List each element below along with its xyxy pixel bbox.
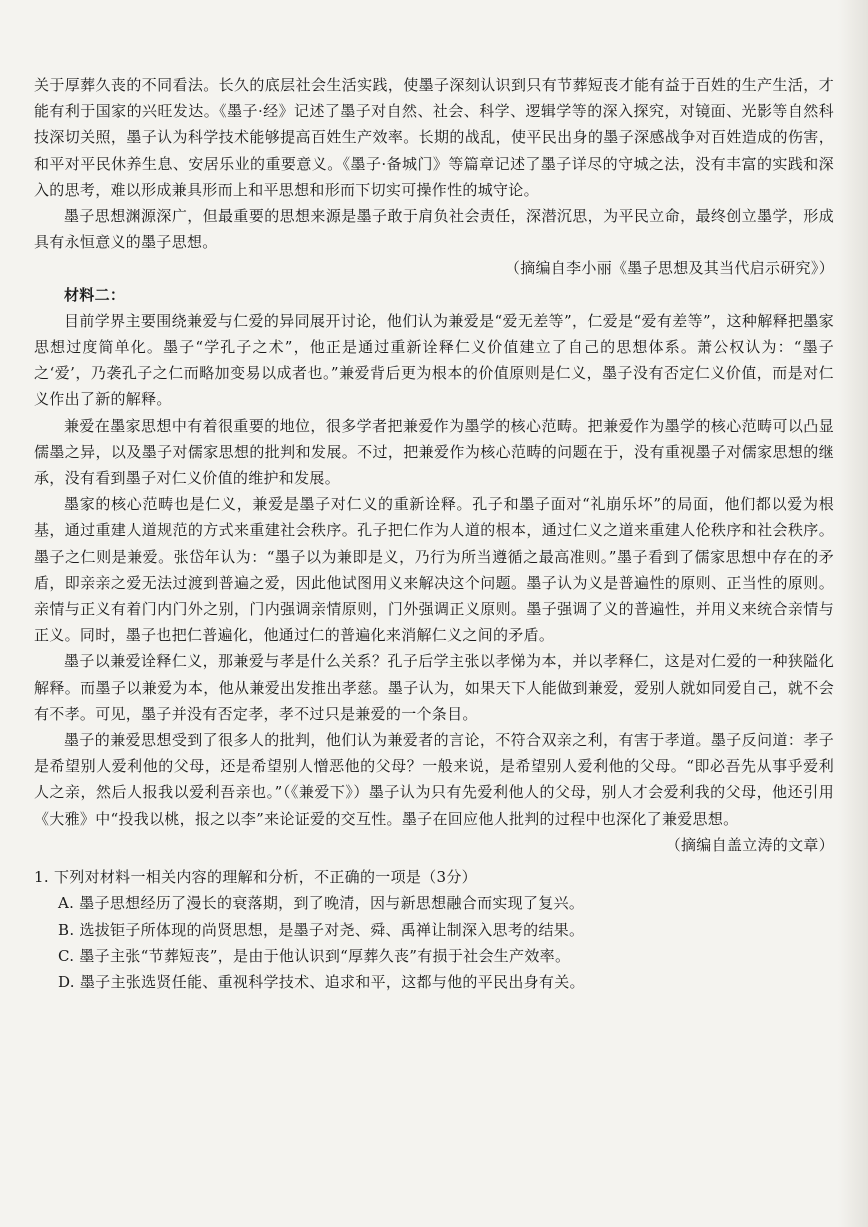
material2-heading: 材料二： (64, 285, 126, 304)
material1-paragraph: 墨子思想渊源深广，但最重要的思想来源是墨子敢于肩负社会责任，深潜沉思，为平民立命，最终创立墨学，形成具有永恒意义的墨子思想。 (34, 207, 834, 252)
material2-paragraph: 墨子的兼爱思想受到了很多人的批判，他们认为兼爱者的言论，不符合双亲之利，有害于孝道。墨子反问道：孝子是希望别人爱利他的父母，还是希望别人憎恶他的父母？一般来说，是希望别人爱利他的父母。“即必吾先从事乎爱利人之亲，然后人报我以爱利吾亲也。”（《兼爱下》）墨子认为只有先爱利他人的父母，别人才会爱利我的父母，他还引用《大雅》中“投我以桃，报之以李”来论证爱的交互性。墨子在回应他人批判的过程中也深化了兼爱思想。 (34, 731, 834, 828)
question-1 (34, 864, 834, 995)
material2-paragraph: 墨家的核心范畴也是仁义，兼爱是墨子对仁义的重新诠释。孔子和墨子面对“礼崩乐坏”的局面，他们都以爱为根基，通过重建人道规范的方式来重建社会秩序。孔子把仁作为人道的根本，通过仁义之道来重建人伦秩序和社会秩序。墨子之仁则是兼爱。张岱年认为：“墨子以为兼即是义，乃行为所当遵循之最高准则。”墨子看到了儒家思想中存在的矛盾，即亲亲之爱无法过渡到普遍之爱，因此他试图用义来解决这个问题。墨子认为义是普遍性的原则、正当性的原则。亲情与正义有着门内门外之别，门内强调亲情原则，门外强调正义原则。墨子强调了义的普遍性，并用义来统合亲情与正义。同时，墨子也把仁普遍化，他通过仁的普遍化来消解仁义之间的矛盾。 (34, 495, 834, 645)
material1-source: （摘编自李小丽《墨子思想及其当代启示研究》） (504, 259, 834, 278)
reading-passage (34, 72, 834, 995)
material2-paragraph: 墨子以兼爱诠释仁义，那兼爱与孝是什么关系？孔子后学主张以孝悌为本，并以孝释仁，这是对仁爱的一种狭隘化解释。而墨子以兼爱为本，他从兼爱出发推出孝慈。墨子认为，如果天下人能做到兼爱，爱别人就如同爱自己，就不会有不孝。可见，墨子并没有否定孝，孝不过只是兼爱的一个条目。 (34, 652, 834, 723)
option-a[interactable]: A. 墨子思想经历了漫长的衰落期，到了晚清，因与新思想融合而实现了复兴。 (58, 894, 585, 913)
option-d[interactable]: D. 墨子主张选贤任能、重视科学技术、追求和平，这都与他的平民出身有关。 (58, 972, 585, 991)
material2-source: （摘编自盖立涛的文章） (665, 835, 834, 854)
scan-shadow (838, 0, 868, 1227)
material2-paragraph: 目前学界主要围绕兼爱与仁爱的异同展开讨论，他们认为兼爱是“爱无差等”，仁爱是“爱有差等”，这种解释把墨家思想过度简单化。墨子“学孔子之术”，他正是通过重新诠释仁义价值建立了自己的思想体系。萧公权认为：“墨子之‘爱’，乃袭孔子之仁而略加变易以成者也。”兼爱背后更为根本的价值原则是仁义，墨子没有否定仁义价值，而是对仁义作出了新的解释。 (34, 311, 834, 409)
material2-paragraph: 兼爱在墨家思想中有着很重要的地位，很多学者把兼爱作为墨学的核心范畴。把兼爱作为墨学的核心范畴可以凸显儒墨之异，以及墨子对儒家思想的批判和发展。不过，把兼爱作为核心范畴的问题在于，没有重视墨子对儒家思想的继承，没有看到墨子对仁义价值的维护和发展。 (34, 416, 834, 488)
material1-paragraph: 关于厚葬久丧的不同看法。长久的底层社会生活实践，使墨子深刻认识到只有节葬短丧才能有益于百姓的生产生活，才能有利于国家的兴旺发达。《墨子·经》记述了墨子对自然、社会、科学、逻辑学等的深入探究，对镜面、光影等自然科技深切关照，墨子认为科学技术能够提高百姓生产效率。长期的战乱，使平民出身的墨子深感战争对百姓造成的伤害，和平对平民休养生息、安居乐业的重要意义。《墨子·备城门》等篇章记述了墨子详尽的守城之法，没有丰富的实践和深入的思考，难以形成兼具形而上和平思想和形而下切实可操作性的城守论。 (34, 76, 834, 199)
question-stem: 1. 下列对材料一相关内容的理解和分析，不正确的一项是（3分） (34, 868, 477, 887)
option-b[interactable]: B. 选拔钜子所体现的尚贤思想，是墨子对尧、舜、禹禅让制深入思考的结果。 (58, 920, 585, 939)
option-c[interactable]: C. 墨子主张“节葬短丧”，是由于他认识到“厚葬久丧”有损于社会生产效率。 (58, 946, 571, 965)
